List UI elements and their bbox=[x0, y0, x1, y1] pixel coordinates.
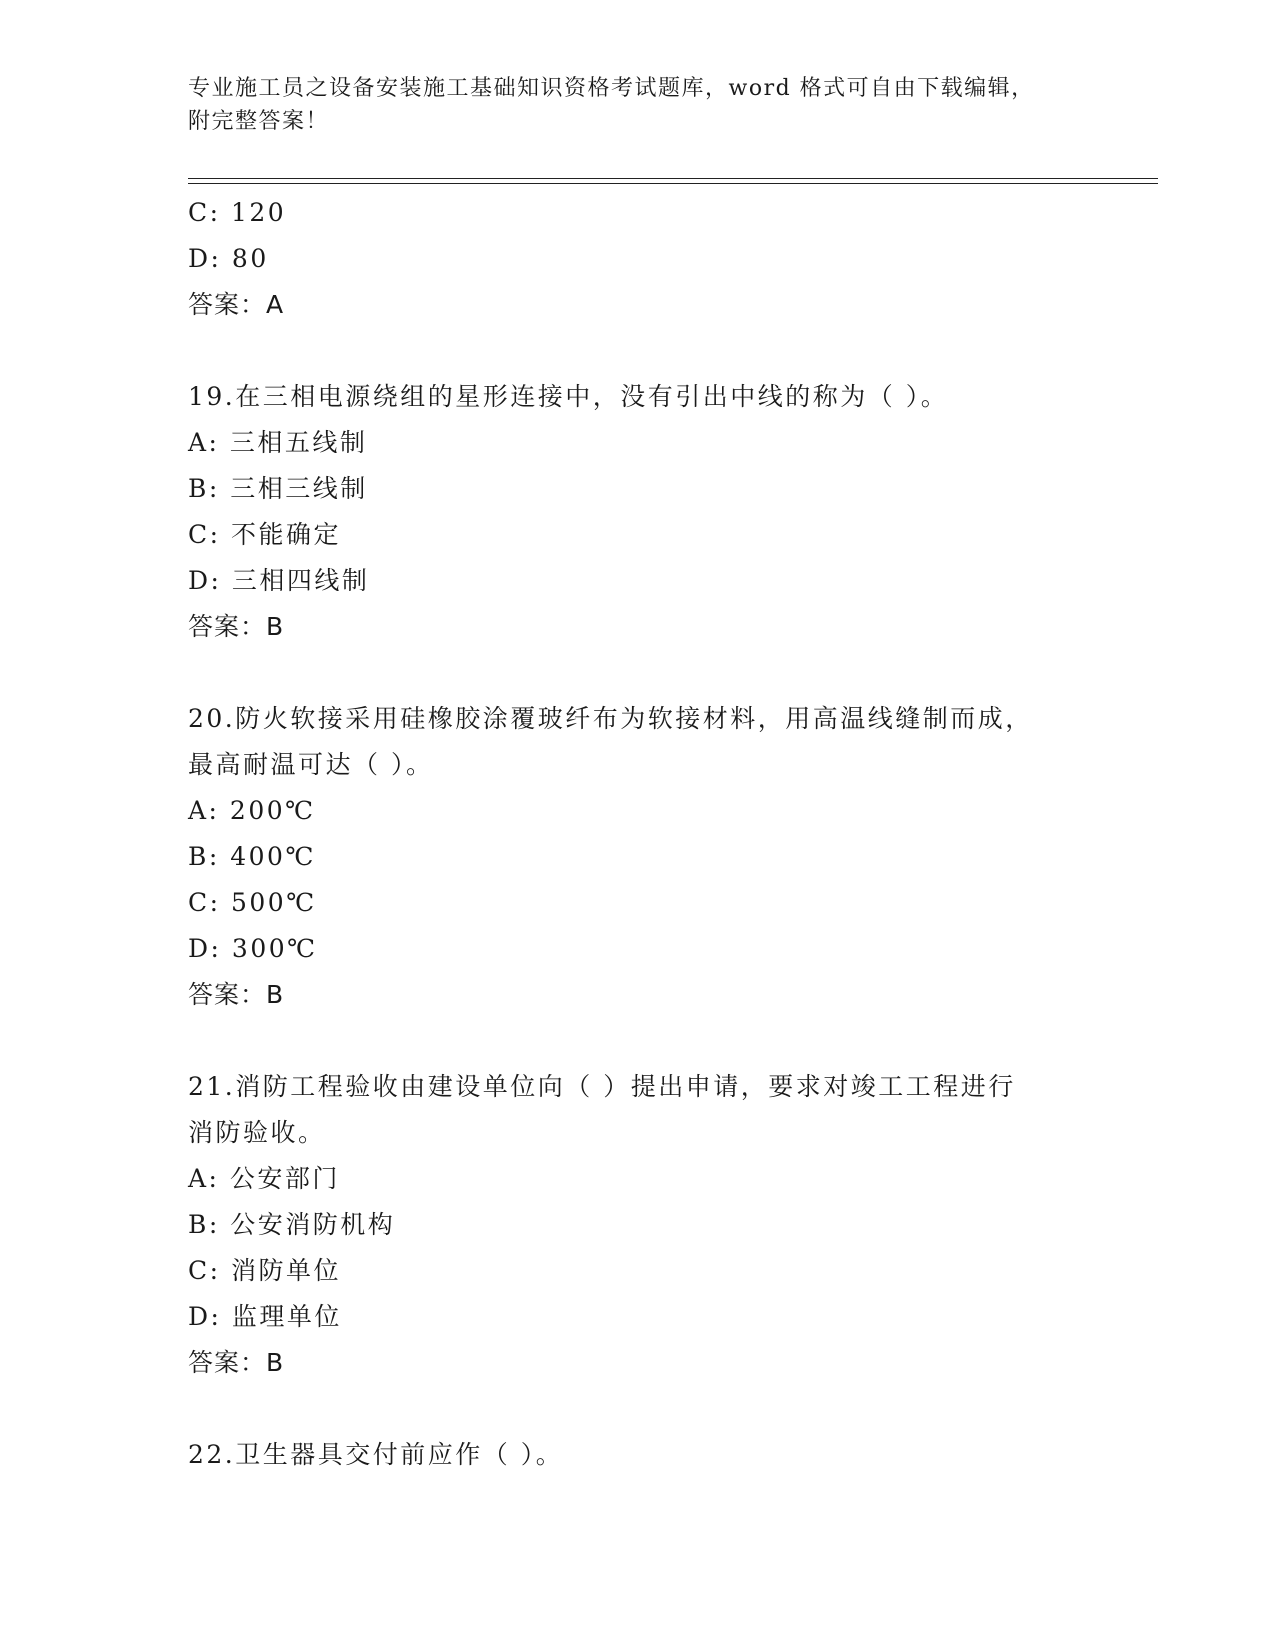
question-20 bbox=[188, 696, 1088, 1018]
answer-label: 答案：A bbox=[188, 290, 285, 319]
question-stem-line-2: 最高耐温可达（ ）。 bbox=[188, 750, 434, 779]
spacer bbox=[188, 328, 1088, 374]
option-b: B: 400℃ bbox=[188, 842, 316, 871]
option-c: C: 120 bbox=[188, 198, 287, 227]
question-18 bbox=[188, 190, 1088, 328]
question-stem-line-2: 消防验收。 bbox=[188, 1118, 326, 1147]
option-a: A: 三相五线制 bbox=[188, 428, 368, 457]
option-b: B: 三相三线制 bbox=[188, 474, 368, 503]
question-stem: 19.在三相电源绕组的星形连接中，没有引出中线的称为（ ）。 bbox=[188, 382, 949, 411]
header-line-2: 附完整答案！ bbox=[188, 109, 330, 134]
answer-label: 答案：B bbox=[188, 980, 285, 1009]
document-header bbox=[188, 72, 1068, 138]
question-stem-line-1: 20.防火软接采用硅橡胶涂覆玻纤布为软接材料，用高温线缝制而成， bbox=[188, 704, 1033, 733]
question-stem-line-1: 21.消防工程验收由建设单位向（ ）提出申请，要求对竣工工程进行 bbox=[188, 1072, 1016, 1101]
spacer bbox=[188, 650, 1088, 696]
option-c: C: 消防单位 bbox=[188, 1256, 341, 1285]
option-a: A: 200℃ bbox=[188, 796, 316, 825]
spacer bbox=[188, 1018, 1088, 1064]
spacer bbox=[188, 1386, 1088, 1432]
option-b: B: 公安消防机构 bbox=[188, 1210, 396, 1239]
answer-label: 答案：B bbox=[188, 612, 285, 641]
question-19 bbox=[188, 374, 1088, 650]
header-divider-bottom bbox=[188, 183, 1158, 184]
option-d: D: 监理单位 bbox=[188, 1302, 342, 1331]
option-a: A: 公安部门 bbox=[188, 1164, 340, 1193]
answer-label: 答案：B bbox=[188, 1348, 285, 1377]
option-d: D: 80 bbox=[188, 244, 269, 273]
question-21 bbox=[188, 1064, 1088, 1386]
option-d: D: 三相四线制 bbox=[188, 566, 370, 595]
header-line-1: 专业施工员之设备安装施工基础知识资格考试题库，word 格式可自由下载编辑， bbox=[188, 76, 1035, 101]
option-d: D: 300℃ bbox=[188, 934, 318, 963]
option-c: C: 不能确定 bbox=[188, 520, 341, 549]
question-list bbox=[188, 190, 1088, 1478]
header-divider-top bbox=[188, 178, 1158, 179]
option-c: C: 500℃ bbox=[188, 888, 317, 917]
question-stem: 22.卫生器具交付前应作（ ）。 bbox=[188, 1440, 564, 1469]
question-22 bbox=[188, 1432, 1088, 1478]
